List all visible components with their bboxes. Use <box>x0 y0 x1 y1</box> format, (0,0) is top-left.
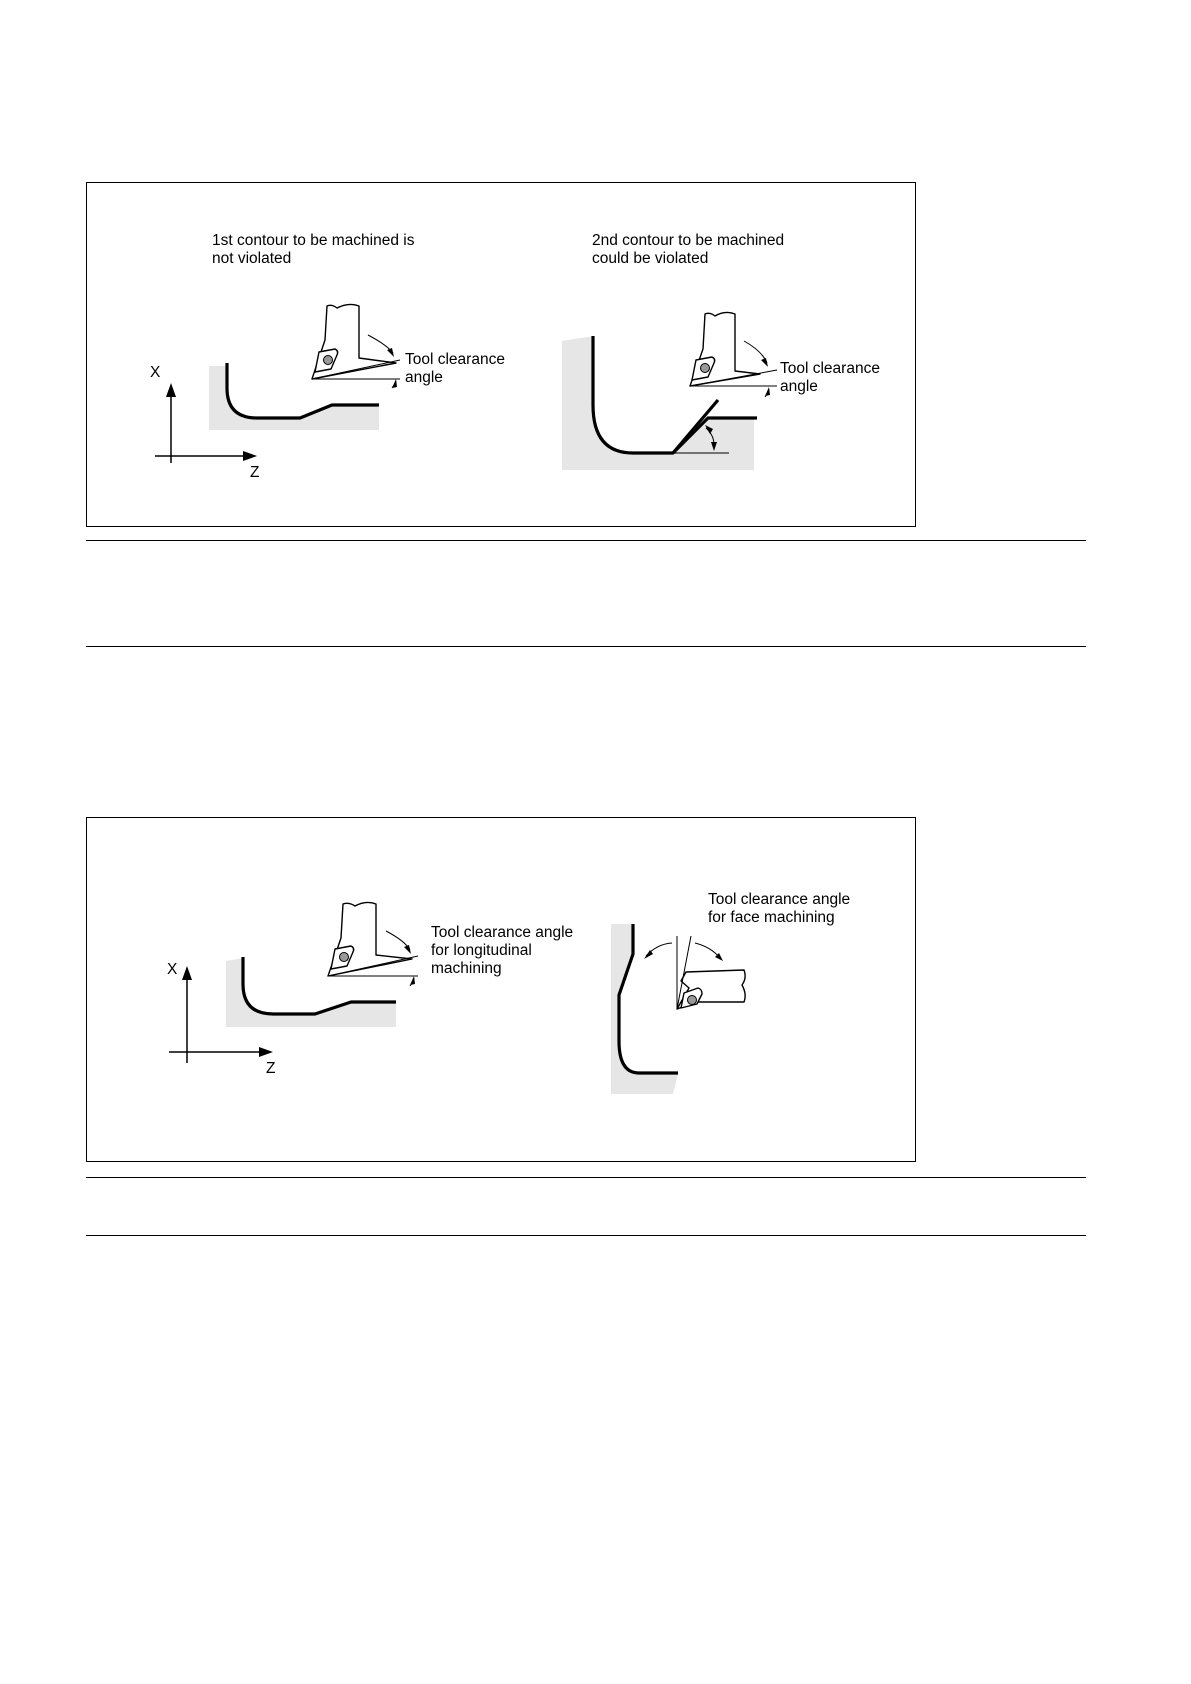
fig1-right-tool <box>690 312 880 397</box>
fig2-left-tool <box>328 902 573 986</box>
separator-rule <box>86 1177 1086 1178</box>
insert-screw-icon <box>701 364 710 373</box>
insert-screw-icon <box>340 953 349 962</box>
fig1-left-angle-label-line1: Tool clearance <box>405 351 505 368</box>
fig2-right-label-line1: Tool clearance angle <box>708 891 851 908</box>
workpiece-area <box>226 958 396 1027</box>
angle-arrow-icon <box>410 976 415 985</box>
insert-screw-icon <box>324 356 333 365</box>
fig1-right-angle-label-line2: angle <box>780 378 818 395</box>
workpiece-area <box>209 366 379 430</box>
angle-arrow-icon <box>387 348 394 357</box>
fig1-axis-z-label: Z <box>250 464 260 481</box>
fig2-left-label-line1: Tool clearance angle <box>431 924 574 941</box>
fig1-left-caption-line2: not violated <box>212 250 292 267</box>
angle-arrow-icon <box>404 945 411 954</box>
angle-arrow-icon <box>765 387 770 396</box>
separator-rule <box>86 1235 1086 1236</box>
fig1-left-tool <box>312 304 505 388</box>
fig2-axis-x-label: X <box>167 961 178 978</box>
x-axis-arrow-icon <box>166 383 176 397</box>
angle-arrow-icon <box>761 358 768 367</box>
fig2-axis-z-label: Z <box>266 1060 276 1077</box>
separator-rule <box>86 540 1086 541</box>
fig1-right-caption-line2: could be violated <box>592 250 709 267</box>
fig1-right-angle-label-line1: Tool clearance <box>780 360 880 377</box>
figure-2-frame <box>86 817 916 1162</box>
angle-arrow-icon <box>392 379 397 388</box>
figure-1-frame <box>86 182 916 527</box>
fig1-right-caption-line1: 2nd contour to be machined <box>592 232 785 249</box>
z-axis-arrow-icon <box>243 451 257 461</box>
workpiece-area <box>611 924 678 1094</box>
fig2-left-label-line3: machining <box>431 960 502 977</box>
figure-1-diagram <box>87 183 917 528</box>
fig2-right-label-line2: for face machining <box>708 909 835 926</box>
figure-2-diagram <box>87 818 917 1163</box>
z-axis-arrow-icon <box>259 1047 273 1057</box>
separator-rule <box>86 646 1086 647</box>
fig2-left-label-line2: for longitudinal <box>431 942 532 959</box>
insert-screw-icon <box>688 996 697 1005</box>
fig1-left-workpiece <box>209 363 379 430</box>
fig1-left-caption-line1: 1st contour to be machined is <box>212 232 415 249</box>
fig2-right-workpiece <box>611 924 678 1094</box>
fig1-left-angle-label-line2: angle <box>405 369 443 386</box>
x-axis-arrow-icon <box>182 966 192 980</box>
fig2-right-tool <box>644 891 850 1009</box>
fig1-axis-x-label: X <box>150 364 161 381</box>
